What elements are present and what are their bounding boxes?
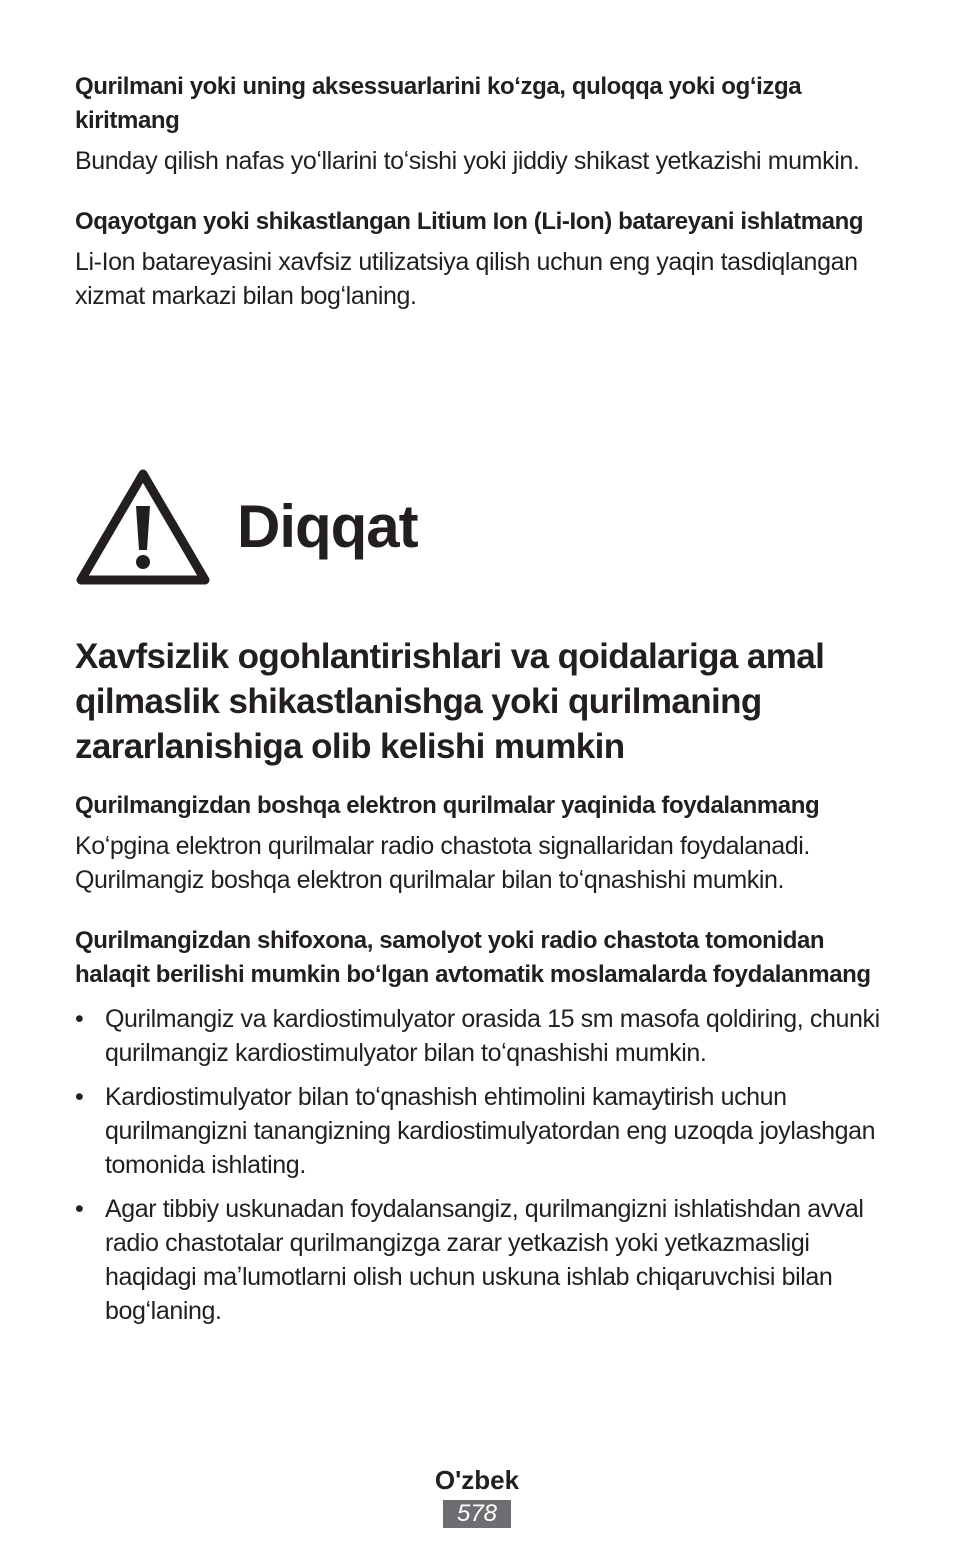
block-title: Qurilmangizdan boshqa elektron qurilmalar yaqinida foydalanmang	[75, 792, 820, 819]
warning-block-ears	[75, 70, 895, 178]
bullet-icon: •	[75, 1195, 84, 1223]
caution-section	[75, 634, 895, 1355]
block-title: Qurilmangizdan shifoxona, samolyot yoki radio chastota tomonidan halaqit berilishi mumkin boʻlgan avtomatik moslamalarda foydalanmang	[75, 927, 871, 988]
block-title: Qurilmani yoki uning aksessuarlarini koʻzga, quloqqa yoki ogʻizga kiritmang	[75, 73, 802, 134]
list-item-text: Kardiostimulyator bilan toʻqnashish ehtimolini kamaytirish uchun qurilmangizni tanangizning kardiostimulyatordan eng uzoqda joylashgan tomonida ishlating.	[105, 1083, 876, 1179]
page-footer	[0, 1464, 954, 1528]
warning-block-battery	[75, 205, 895, 313]
list-item	[75, 1192, 895, 1328]
bullet-icon: •	[75, 1005, 84, 1033]
list-item	[75, 1002, 895, 1070]
warning-triangle-icon	[75, 466, 211, 588]
list-item-text: Qurilmangiz va kardiostimulyator orasida 15 sm masofa qoldiring, chunki qurilmangiz kardiostimulyator bilan toʻqnashishi mumkin.	[105, 1005, 880, 1067]
top-content	[75, 70, 895, 340]
caution-header	[75, 466, 895, 588]
section-heading: Xavfsizlik ogohlantirishlari va qoidalariga amal qilmaslik shikastlanishga yoki qurilmaning zararlanishiga olib kelishi mumkin	[75, 637, 825, 766]
page-number: 578	[443, 1500, 511, 1528]
block-text: Li-Ion batareyasini xavfsiz utilizatsiya qilish uchun eng yaqin tasdiqlangan xizmat markazi bilan bogʻlaning.	[75, 248, 858, 310]
block-text: Koʻpgina elektron qurilmalar radio chastota signallaridan foydalanadi. Qurilmangiz boshqa elektron qurilmalar bilan toʻqnashishi mumkin.	[75, 832, 810, 894]
list-item-text: Agar tibbiy uskunadan foydalansangiz, qurilmangizni ishlatishdan avval radio chastotalar qurilmangizga zarar yetkazish yoki yetkazmasligi haqidagi maʼlumotlarni olish uchun uskuna ishlab chiqaruvchisi bilan bogʻlaning.	[105, 1195, 864, 1325]
block-title: Oqayotgan yoki shikastlangan Litium Ion (Li-Ion) batareyani ishlatmang	[75, 208, 864, 235]
warning-block-electronics	[75, 789, 895, 897]
bullet-list	[75, 1002, 895, 1328]
footer-language: O'zbek	[434, 1465, 520, 1495]
warning-block-hospital	[75, 924, 895, 1328]
list-item	[75, 1080, 895, 1182]
caution-title: Diqqat	[237, 493, 418, 560]
block-text: Bunday qilish nafas yoʻllarini toʻsishi yoki jiddiy shikast yetkazishi mumkin.	[75, 147, 860, 175]
bullet-icon: •	[75, 1083, 84, 1111]
